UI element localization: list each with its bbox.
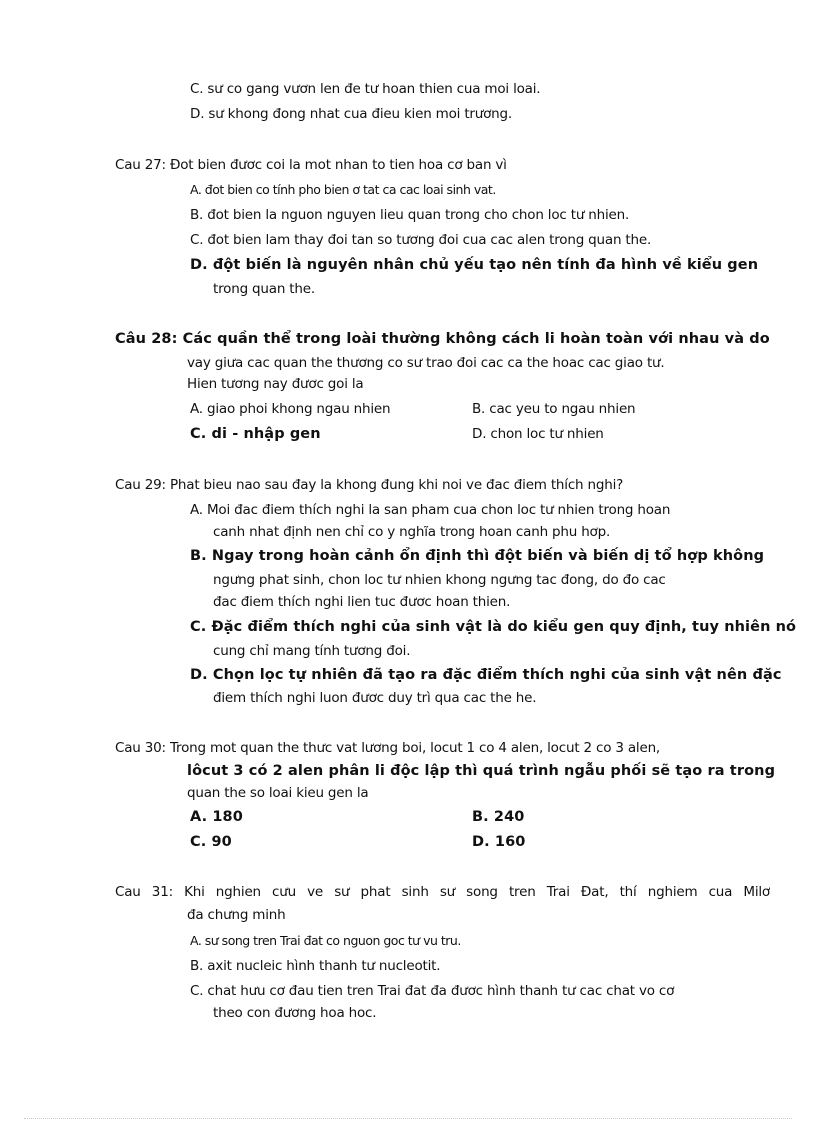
q29-option-d-cont: điem thích nghi luon đươc duy trì qua cac the he. (213, 690, 537, 706)
q30-stem-line-3: quan the so loai kieu gen la (187, 785, 369, 801)
q31-stem-line-2: đa chưng minh (187, 907, 286, 923)
q28-option-a: A. giao phoi khong ngau nhien (190, 401, 391, 417)
q27-stem: Cau 27: Đot bien đươc coi la mot nhan to tien hoa cơ ban vì (115, 157, 507, 173)
q30-option-d: D. 160 (472, 834, 526, 850)
q27-option-d-cont: trong quan the. (213, 281, 315, 297)
q28-option-b: B. cac yeu to ngau nhien (472, 401, 636, 417)
q27-option-a: A. đot bien co tính pho bien ơ tat ca cac loai sinh vat. (190, 182, 496, 197)
q31-option-a: A. sư song tren Trai đat co nguon goc tư vu tru. (190, 933, 461, 948)
q30-option-c: C. 90 (190, 834, 232, 850)
q31-stem: Cau 31: Khi nghien cưu ve sư phat sinh sư song tren Trai Đat, thí nghiem cua Milơ (115, 884, 770, 900)
q27-option-c: C. đot bien lam thay đoi tan so tương đoi cua cac alen trong quan the. (190, 232, 652, 248)
q31-option-c: C. chat hưu cơ đau tien tren Trai đat đa đươc hình thanh tư cac chat vo cơ (190, 983, 675, 999)
q28-option-c: C. di - nhập gen (190, 426, 321, 442)
q31-option-c-cont: theo con đương hoa hoc. (213, 1005, 377, 1021)
q28-stem-line-3: Hien tương nay đươc goi la (187, 376, 364, 392)
q26-option-c: C. sư co gang vươn len đe tư hoan thien cua moi loai. (190, 81, 541, 97)
q31-option-b: B. axit nucleic hình thanh tư nucleotit. (190, 958, 441, 974)
page-bottom-divider (24, 1118, 792, 1119)
q29-option-c-cont: cung chỉ mang tính tương đoi. (213, 643, 411, 659)
q28-stem-line-2: vay giưa cac quan the thương co sư trao đoi cac ca the hoac cac giao tư. (187, 355, 665, 371)
q29-stem: Cau 29: Phat bieu nao sau đay la khong đung khi noi ve đac điem thích nghi? (115, 477, 624, 493)
q29-option-b-cont-2: đac điem thích nghi lien tuc đươc hoan thien. (213, 594, 511, 610)
q26-option-d: D. sư khong đong nhat cua đieu kien moi trương. (190, 106, 512, 122)
q30-option-a: A. 180 (190, 809, 243, 825)
q27-option-d: D. đột biến là nguyên nhân chủ yếu tạo nên tính đa hình về kiểu gen (190, 257, 759, 273)
q27-option-b: B. đot bien la nguon nguyen lieu quan trong cho chon loc tư nhien. (190, 207, 630, 223)
q29-option-c: C. Đặc điểm thích nghi của sinh vật là do kiểu gen quy định, tuy nhiên nó (190, 619, 797, 635)
q29-option-a-cont: canh nhat định nen chỉ co y nghĩa trong hoan canh phu hơp. (213, 524, 611, 540)
q29-option-b: B. Ngay trong hoàn cảnh ổn định thì đột biến và biến dị tổ hợp không (190, 548, 765, 564)
q30-stem: Cau 30: Trong mot quan the thưc vat lương boi, locut 1 co 4 alen, locut 2 co 3 alen, (115, 740, 661, 756)
q29-option-d: D. Chọn lọc tự nhiên đã tạo ra đặc điểm thích nghi của sinh vật nên đặc (190, 667, 782, 683)
q30-stem-line-2: lôcut 3 có 2 alen phân li độc lập thì quá trình ngẫu phối sẽ tạo ra trong (187, 763, 776, 779)
q29-option-a: A. Moi đac điem thích nghi la san pham cua chon loc tư nhien trong hoan (190, 502, 671, 518)
q28-option-d: D. chon loc tư nhien (472, 426, 604, 442)
q29-option-b-cont-1: ngưng phat sinh, chon loc tư nhien khong ngưng tac đong, do đo cac (213, 572, 666, 588)
q28-stem: Câu 28: Các quần thể trong loài thường không cách li hoàn toàn với nhau và do (115, 331, 770, 347)
q30-option-b: B. 240 (472, 809, 525, 825)
